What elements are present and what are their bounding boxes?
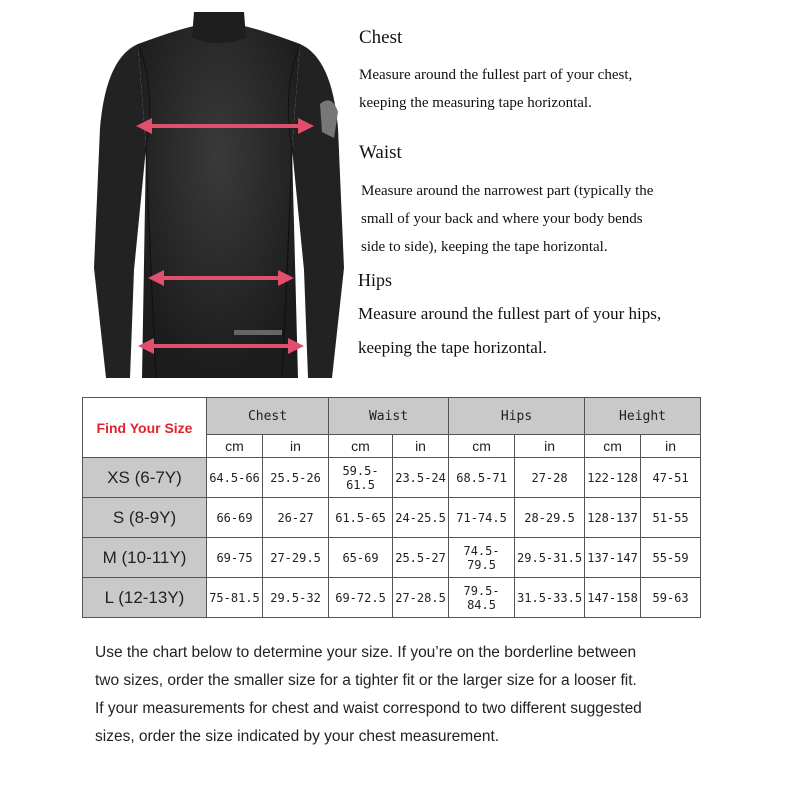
waist-instructions [361,177,653,261]
table-cell: 74.5-79.5 [449,538,515,578]
table-cell: 64.5-66 [207,458,263,498]
right-sleeve [292,44,344,378]
table-cell: 28-29.5 [515,498,585,538]
waist-column-header: Waist [329,398,449,435]
table-cell: 75-81.5 [207,578,263,618]
table-cell: 65-69 [329,538,393,578]
table-cell: 25.5-26 [263,458,329,498]
table-cell: 122-128 [585,458,641,498]
note-line: two sizes, order the smaller size for a tighter fit or the larger size for a looser fit. [95,672,637,689]
unit-header: cm [585,435,641,458]
chest-heading: Chest [359,27,403,48]
table-row [83,458,701,498]
table-cell: 25.5-27 [393,538,449,578]
unit-header: cm [329,435,393,458]
table-cell: 71-74.5 [449,498,515,538]
waist-line: side to side), keeping the tape horizontal. [361,239,608,255]
unit-header: cm [207,435,263,458]
chest-line: keeping the measuring tape horizontal. [359,95,592,111]
rash-guard-shirt-image [86,8,352,384]
size-label: M (10-11Y) [83,538,207,578]
table-cell: 137-147 [585,538,641,578]
torso [138,12,300,378]
waist-line: Measure around the narrowest part (typically the [361,183,654,199]
left-sleeve [94,44,146,378]
table-cell: 59.5-61.5 [329,458,393,498]
unit-header: in [393,435,449,458]
waist-line: small of your back and where your body bends [361,211,643,227]
table-cell: 27-29.5 [263,538,329,578]
chest-line: Measure around the fullest part of your chest, [359,67,633,83]
sizing-note [95,639,715,751]
table-cell: 31.5-33.5 [515,578,585,618]
group-header-row [83,398,701,435]
hips-heading: Hips [358,270,393,290]
table-row [83,578,701,618]
hips-line: Measure around the fullest part of your hips, [358,304,662,323]
table-cell: 23.5-24 [393,458,449,498]
note-line: sizes, order the size indicated by your chest measurement. [95,728,500,745]
table-cell: 24-25.5 [393,498,449,538]
table-cell: 29.5-32 [263,578,329,618]
table-cell: 29.5-31.5 [515,538,585,578]
find-your-size-label: Find Your Size [83,398,207,458]
table-cell: 61.5-65 [329,498,393,538]
table-cell: 59-63 [641,578,701,618]
height-column-header: Height [585,398,701,435]
table-cell: 68.5-71 [449,458,515,498]
size-label: L (12-13Y) [83,578,207,618]
hips-instructions [358,297,661,365]
unit-header: in [263,435,329,458]
table-cell: 47-51 [641,458,701,498]
chest-instructions [359,61,632,117]
collar [192,12,246,43]
table-cell: 147-158 [585,578,641,618]
size-label: XS (6-7Y) [83,458,207,498]
table-cell: 66-69 [207,498,263,538]
hem-logo-icon [234,330,282,335]
table-cell: 27-28.5 [393,578,449,618]
table-cell: 51-55 [641,498,701,538]
table-cell: 128-137 [585,498,641,538]
table-row [83,538,701,578]
hips-column-header: Hips [449,398,585,435]
shirt-drawing [86,8,352,384]
table-row [83,498,701,538]
hips-line: keeping the tape horizontal. [358,338,547,357]
table-cell: 79.5-84.5 [449,578,515,618]
size-label: S (8-9Y) [83,498,207,538]
table-cell: 26-27 [263,498,329,538]
chest-column-header: Chest [207,398,329,435]
note-line: Use the chart below to determine your size. If you’re on the borderline between [95,644,637,661]
unit-header: in [641,435,701,458]
unit-header: cm [449,435,515,458]
table-cell: 55-59 [641,538,701,578]
size-chart-table [82,397,701,618]
table-cell: 69-75 [207,538,263,578]
table-cell: 27-28 [515,458,585,498]
note-line: If your measurements for chest and waist correspond to two different suggested [95,700,642,717]
waist-heading: Waist [359,142,402,163]
table-cell: 69-72.5 [329,578,393,618]
unit-header: in [515,435,585,458]
